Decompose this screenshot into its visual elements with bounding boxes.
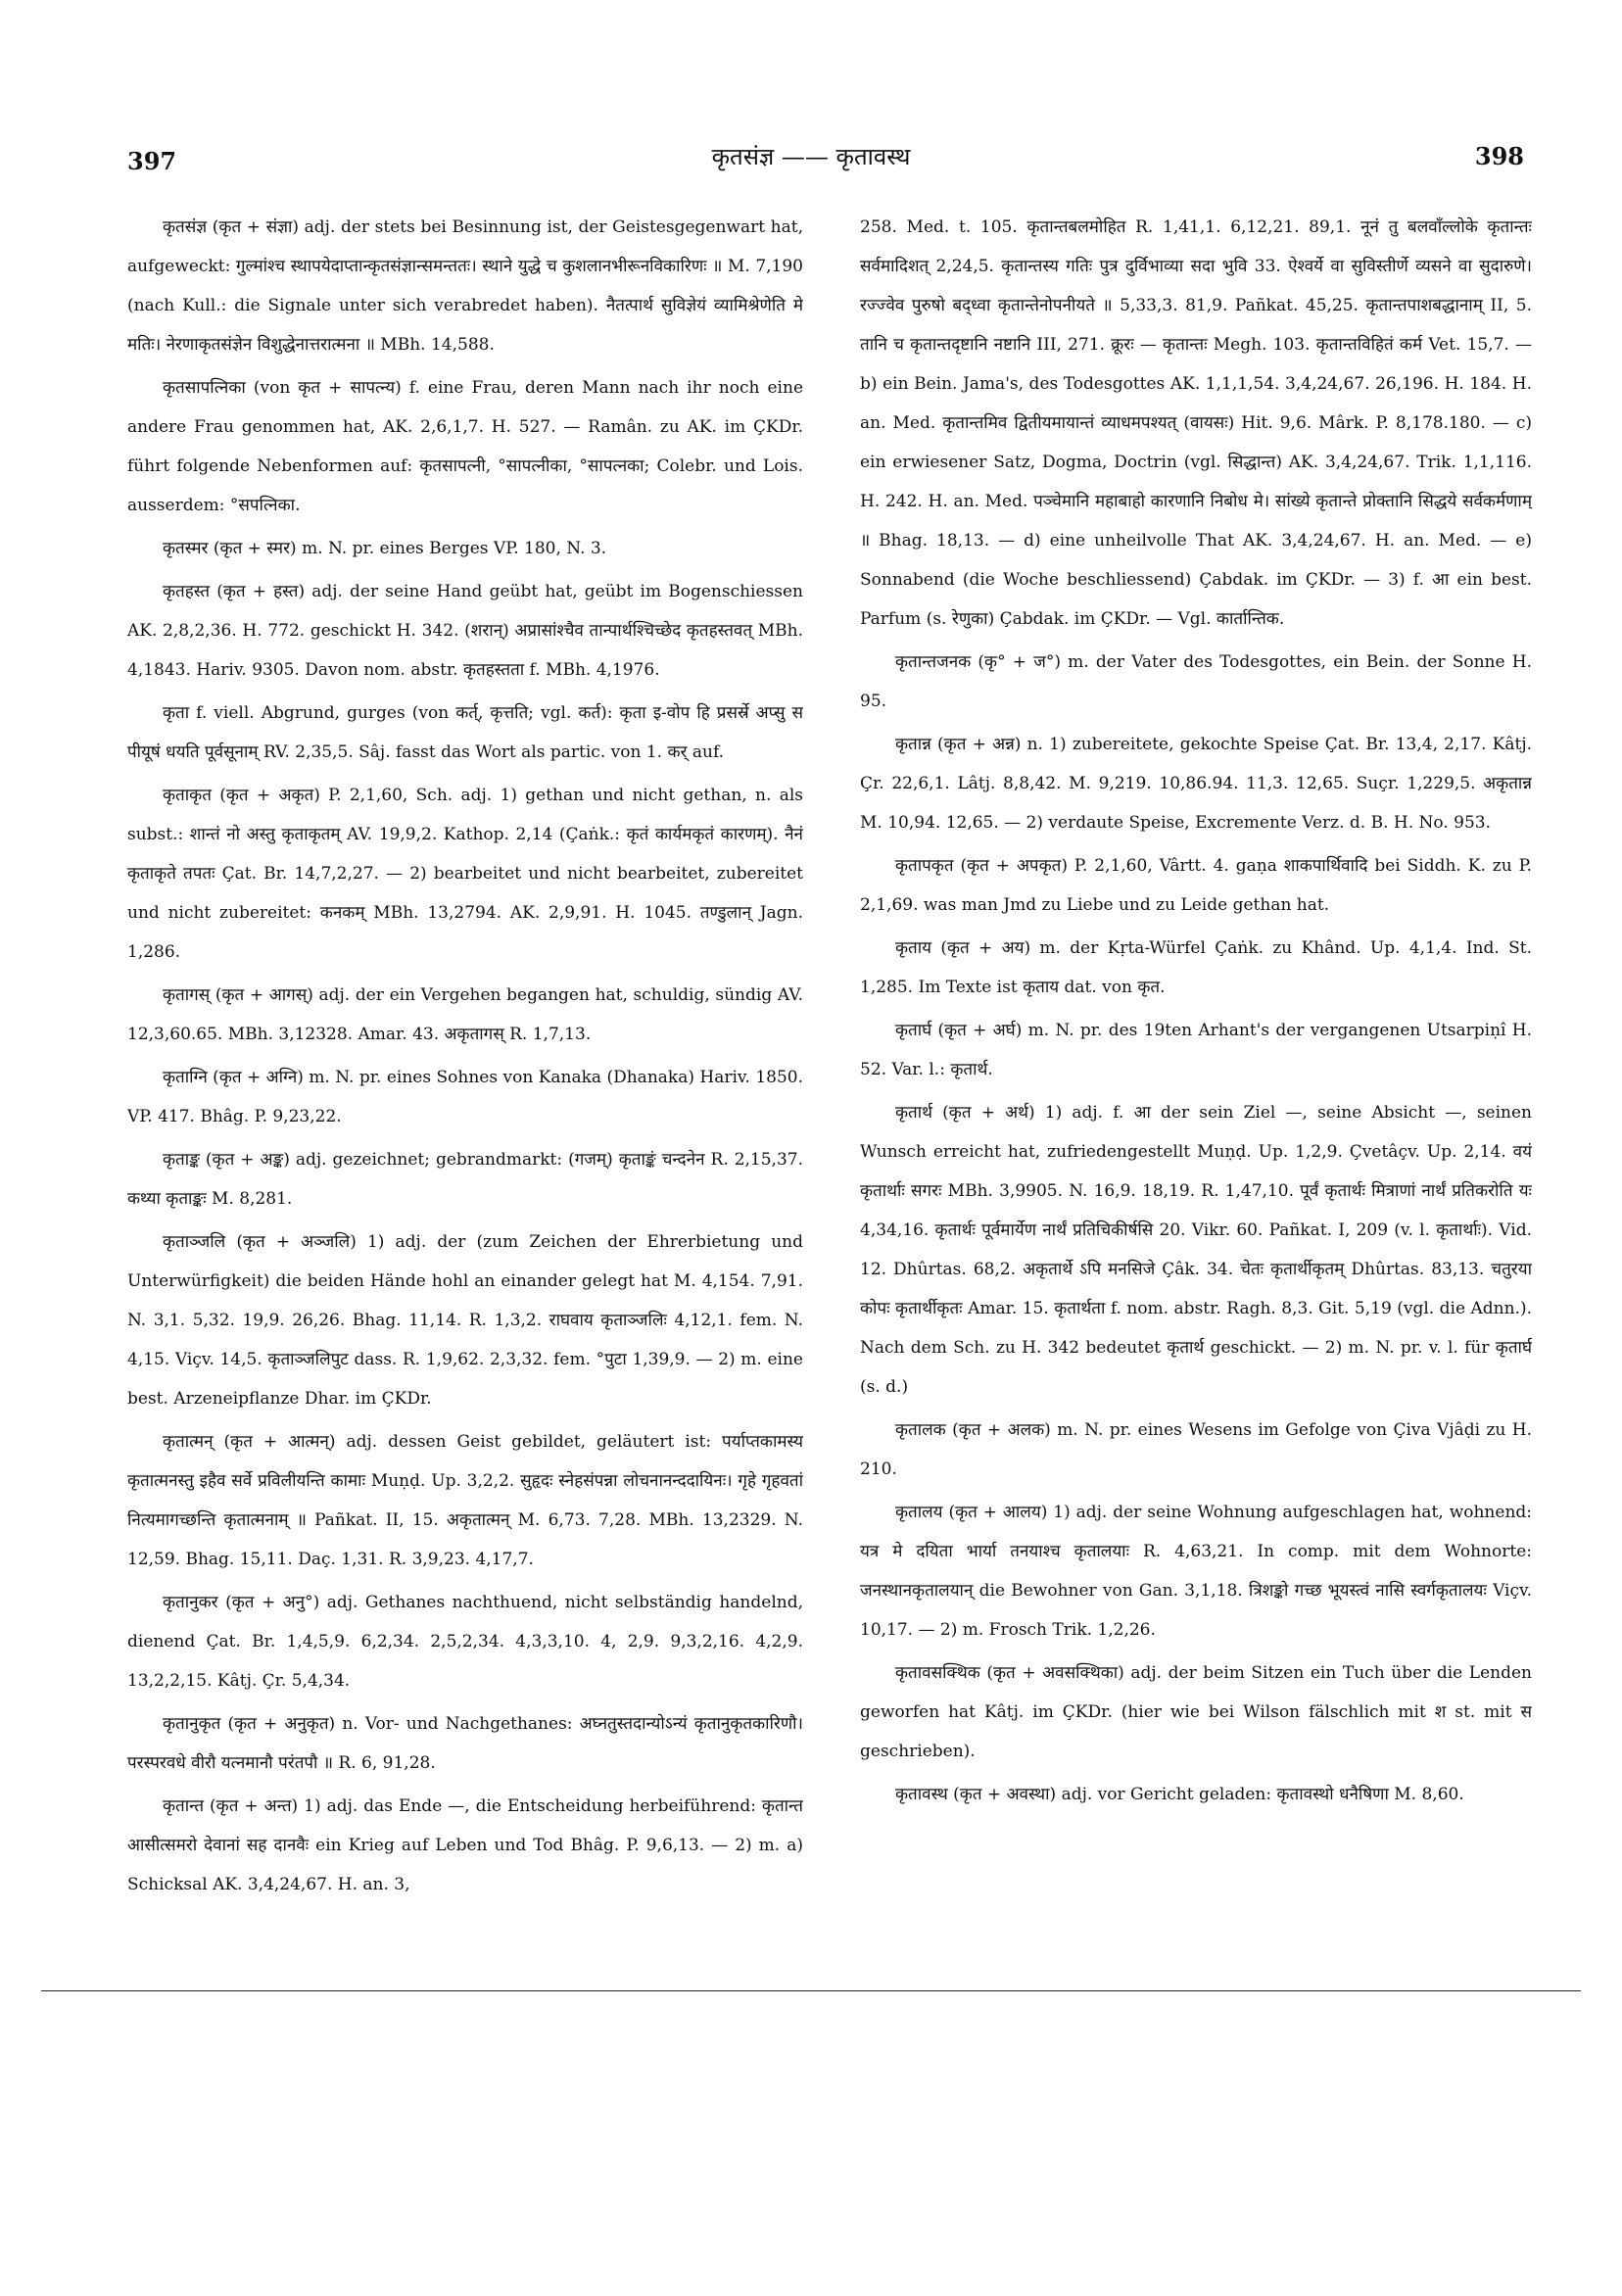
entry-kritagas: कृतागस् (कृत + आगस्) adj. der ein Vergehen begangen hat, schuldig, sündig AV. 12,3,60.65. MBh. 3,12328. Amar. 43. अकृतागस् R. 1,7,13. xyxy=(127,985,803,1044)
entry-kritavasakthika: कृतावसक्थिक (कृत + अवसक्थिका) adj. der beim Sitzen ein Tuch über die Lenden geworfen hat Kâtj. im ÇKDr. (hier wie bei Wilson fälschlich mit श st. mit स geschrieben). xyxy=(860,1663,1532,1761)
entry-kritanka: कृताङ्क (कृत + अङ्क) adj. gezeichnet; gebrandmarkt: (गजम्) कृताङ्कं चन्दनेन R. 2,15,37. कथ्या कृताङ्कः M. 8,281. xyxy=(127,1150,803,1209)
entry-kritanukrita: कृतानुकृत (कृत + अनुकृत) n. Vor- und Nachgethanes: अघ्नतुस्तदान्योऽन्यं कृतानुकृतकारिणौ। परस्परवधे वीरौ यत्नमानौ परंतपौ ॥ R. 6, 91,28. xyxy=(127,1714,803,1773)
entry-kritanukara: कृतानुकर (कृत + अनु°) adj. Gethanes nachthuend, nicht selbständig handelnd, dienend Çat. Br. 1,4,5,9. 6,2,34. 2,5,2,34. 4,3,3,10. 4, 2,9. 9,3,2,16. 4,2,9. 13,2,2,15. Kâtj. Çr. 5,4,34. xyxy=(127,1593,803,1691)
entry-krita: कृता f. viell. Abgrund, gurges (von कर्त्, कृत्तति; vgl. कर्त): कृता इ-वोप हि प्रसर्स्रे अप्सु स पीयूषं धयति पूर्वसूनाम् RV. 2,35,5. Sâj. fasst das Wort als partic. von 1. कर् auf. xyxy=(127,703,803,762)
entry-kritanta-continued: 258. Med. t. 105. कृतान्तबलमोहित R. 1,41,1. 6,12,21. 89,1. नूनं तु बलवाँल्लोके कृतान्तः सर्वमादिशत् 2,24,5. कृतान्तस्य गतिः पुत्र दुर्विभाव्या सदा भुवि 33. ऐश्वर्ये वा सुविस्तीर्णे व्यसने वा सुदारुणे। रज्ज्वेव पुरुषो बद्ध्वा कृतान्तेनोपनीयते ॥ 5,33,3. 81,9. Pañkat. 45,25. कृतान्तपाशबद्धानाम् II, 5. तानि च कृतान्तदृष्टानि नष्टानि III, 271. क्रूरः — कृतान्तः Megh. 103. कृतान्तविहितं कर्म Vet. 15,7. — b) ein Bein. Jama's, des Todesgottes AK. 1,1,1,54. 3,4,24,67. 26,196. H. 184. H. an. Med. कृतान्तमिव द्वितीयमायान्तं व्याधमपश्यत् (वायसः) Hit. 9,6. Mârk. P. 8,178.180. — c) ein erwiesener Satz, Dogma, Doctrin (vgl. सिद्धान्त) AK. 3,4,24,67. Trik. 1,1,116. H. 242. H. an. Med. पञ्चेमानि महाबाहो कारणानि निबोध मे। सांख्ये कृतान्ते प्रोक्तानि सिद्धये सर्वकर्मणाम् ॥ Bhag. 18,13. — d) eine unheilvolle That AK. 3,4,24,67. H. an. Med. — e) Sonnabend (die Woche beschliessend) Çabdak. im ÇKDr. — 3) f. आ ein best. Parfum (s. रेणुका) Çabdak. im ÇKDr. — Vgl. कार्तान्तिक. xyxy=(860,217,1532,629)
entry-kritanta: कृतान्त (कृत + अन्त) 1) adj. das Ende —, die Entscheidung herbeiführend: कृतान्त आसीत्समरो देवानां सह दानवैः ein Krieg auf Leben und Tod Bhâg. P. 9,6,13. — 2) m. a) Schicksal AK. 3,4,24,67. H. an. 3, xyxy=(127,1796,803,1894)
entry-kritakrita: कृताकृत (कृत + अकृत) P. 2,1,60, Sch. adj. 1) gethan und nicht gethan, n. als subst.: शान्तं नो अस्तु कृताकृतम् AV. 19,9,2. Kathop. 2,14 (Çaṅk.: कृतं कार्यमकृतं कारणम्). नैनं कृताकृते तपतः Çat. Br. 14,7,2,27. — 2) bearbeitet und nicht bearbeitet, zubereitet und nicht zubereitet: कनकम् MBh. 13,2794. AK. 2,9,91. H. 1045. तण्डुलान् Jagn. 1,286. xyxy=(127,786,803,962)
entry-kritavastha: कृतावस्थ (कृत + अवस्था) adj. vor Gericht geladen: कृतावस्थो धनैषिणा M. 8,60. xyxy=(895,1785,1464,1804)
entry-kritalaya: कृतालय (कृत + आलय) 1) adj. der seine Wohnung aufgeschlagen hat, wohnend: यत्र मे दयिता भार्या तनयाश्च कृतालयाः R. 4,63,21. In comp. mit dem Wohnorte: जनस्थानकृतालयान् die Bewohner von Gan. 3,1,18. त्रिशङ्को गच्छ भूयस्त्वं नासि स्वर्गकृतालयः Viçv. 10,17. — 2) m. Frosch Trik. 1,2,26. xyxy=(860,1503,1532,1640)
entry-kritanna: कृतान्न (कृत + अन्न) n. 1) zubereitete, gekochte Speise Çat. Br. 13,4, 2,17. Kâtj. Çr. 22,6,1. Lâtj. 8,8,42. M. 9,219. 10,86.94. 11,3. 12,65. Suçr. 1,229,5. अकृतान्न M. 10,94. 12,65. — 2) verdaute Speise, Excremente Verz. d. B. H. No. 953. xyxy=(860,735,1532,833)
page-number-right: 398 xyxy=(1474,142,1524,170)
entry-kritapakrita: कृतापकृत (कृत + अपकृत) P. 2,1,60, Vârtt. 4. gaṇa शाकपार्थिवादि bei Siddh. K. zu P. 2,1,69. was man Jmd zu Liebe und zu Leide gethan hat. xyxy=(860,856,1532,915)
page-number-left: 397 xyxy=(127,147,177,175)
right-column xyxy=(860,208,1532,1951)
entry-kritasmara: कृतस्मर (कृत + स्मर) m. N. pr. eines Berges VP. 180, N. 3. xyxy=(163,539,607,558)
entry-kritasamjna: कृतसंज्ञ (कृत + संज्ञा) adj. der stets bei Besinnung ist, der Geistesgegenwart hat, aufgeweckt: गुल्मांश्च स्थापयेदाप्तान्कृतसंज्ञान्समन्ततः। स्थाने युद्धे च कुशलानभीरूनविकारिणः ॥ M. 7,190 (nach Kull.: die Signale unter sich verabredet haben). नैतत्पार्थ सुविज्ञेयं व्यामिश्रेणेति मे मतिः। नेरणाकृतसंज्ञेन विशुद्धेनात्तरात्मना ॥ MBh. 14,588. xyxy=(127,217,803,355)
bottom-divider xyxy=(41,1990,1581,1991)
entry-kritantajanaka: कृतान्तजनक (कृ° + ज°) m. der Vater des Todesgottes, ein Bein. der Sonne H. 95. xyxy=(860,652,1532,711)
entry-kritagni: कृताग्नि (कृत + अग्नि) m. N. pr. eines Sohnes von Kanaka (Dhanaka) Hariv. 1850. VP. 417. Bhâg. P. 9,23,22. xyxy=(127,1068,803,1126)
entry-kritasapatnika: कृतसापत्निका (von कृत + सापत्न्य) f. eine Frau, deren Mann nach ihr noch eine andere Frau genommen hat, AK. 2,6,1,7. H. 527. — Ramân. zu AK. im ÇKDr. führt folgende Nebenformen auf: कृतसापत्नी, °सापत्नीका, °सापत्नका; Colebr. und Lois. ausserdem: °सपत्निका. xyxy=(127,378,803,515)
entry-kritaya: कृताय (कृत + अय) m. der Kṛta-Würfel Çaṅk. zu Khând. Up. 4,1,4. Ind. St. 1,285. Im Texte ist कृताय dat. von कृत. xyxy=(860,938,1532,997)
running-header: कृतसंज्ञ —— कृतावस्थ xyxy=(711,143,911,170)
entry-kritanjali: कृताञ्जलि (कृत + अञ्जलि) 1) adj. der (zum Zeichen der Ehrerbietung und Unterwürfigkeit) die beiden Hände hohl an einander gelegt hat M. 4,154. 7,91. N. 3,1. 5,32. 19,9. 26,26. Bhag. 11,14. R. 1,3,2. राघवाय कृताञ्जलिः 4,12,1. fem. N. 4,15. Viçv. 14,5. कृताञ्जलिपुट dass. R. 1,9,62. 2,3,32. fem. °पुटा 1,39,9. — 2) m. eine best. Arzeneipflanze Dhar. im ÇKDr. xyxy=(127,1232,803,1409)
entry-kritahasta: कृतहस्त (कृत + हस्त) adj. der seine Hand geübt hat, geübt im Bogenschiessen AK. 2,8,2,36. H. 772. geschickt H. 342. (शरान्) अप्रासांश्चैव तान्पार्थश्चिच्छेद कृतहस्तवत् MBh. 4,1843. Hariv. 9305. Davon nom. abstr. कृतहस्तता f. MBh. 4,1976. xyxy=(127,582,803,680)
entry-kritartha: कृतार्थ (कृत + अर्थ) 1) adj. f. आ der sein Ziel —, seine Absicht —, seinen Wunsch erreicht hat, zufriedengestellt Muṇḍ. Up. 1,2,9. Çvetâçv. Up. 2,14. वयं कृतार्थाः सगरः MBh. 3,9905. N. 16,9. 18,19. R. 1,47,10. पूर्वं कृतार्थः मित्राणां नार्थं प्रतिकरोति यः 4,34,16. कृतार्थः पूर्वमार्येण नार्थं प्रतिचिकीर्षसि 20. Vikr. 60. Pañkat. I, 209 (v. l. कृतार्थाः). Vid. 12. Dhûrtas. 68,2. अकृतार्थे ऽपि मनसिजे Çâk. 34. चेतः कृतार्थीकृतम् Dhûrtas. 83,13. चतुरया कोपः कृतार्थीकृतः Amar. 15. कृतार्थता f. nom. abstr. Ragh. 8,3. Git. 5,19 (vgl. die Adnn.). Nach dem Sch. zu H. 342 bedeutet कृतार्थ geschickt. — 2) m. N. pr. v. l. für कृतार्घ (s. d.) xyxy=(860,1103,1532,1397)
left-column xyxy=(127,208,803,1951)
entry-kritalaka: कृतालक (कृत + अलक) m. N. pr. eines Wesens im Gefolge von Çiva Vjâḍi zu H. 210. xyxy=(860,1420,1532,1479)
entry-kritargha: कृतार्घ (कृत + अर्घ) m. N. pr. des 19ten Arhant's der vergangenen Utsarpiṇî H. 52. Var. l.: कृतार्थ. xyxy=(860,1021,1532,1079)
entry-kritatman: कृतात्मन् (कृत + आत्मन्) adj. dessen Geist gebildet, geläutert ist: पर्याप्तकामस्य कृतात्मनस्तु इहैव सर्वे प्रविलीयन्ति कामाः Muṇḍ. Up. 3,2,2. सुहृदः स्नेहसंपन्ना लोचनानन्ददायिनः। गृहे गृहवतां नित्यमागच्छन्ति कृतात्मनाम् ॥ Pañkat. II, 15. अकृतात्मन् M. 6,73. 7,28. MBh. 13,2329. N. 12,59. Bhag. 15,11. Daç. 1,31. R. 3,9,23. 4,17,7. xyxy=(127,1432,803,1569)
